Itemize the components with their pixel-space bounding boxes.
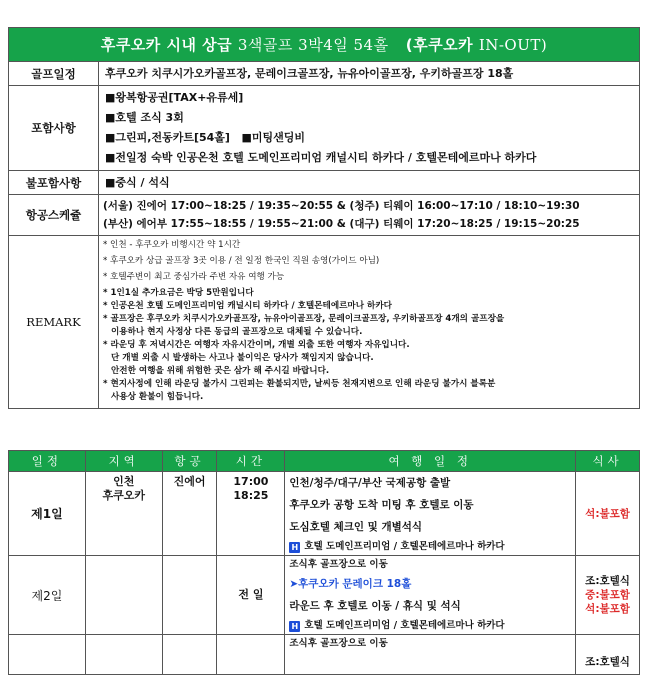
hotel-line [285, 538, 575, 555]
header-air: 항공 [162, 451, 217, 472]
meal-value: 중:불포함 [585, 589, 630, 601]
flight-line: (부산) 에어부 17:55~18:55 / 19:55~21:00 & (대구) 티웨이 17:20~18:25 / 19:15~20:25 [103, 218, 580, 230]
schedule-row-day3 [9, 635, 640, 675]
excluded-label: 불포함사항 [9, 171, 99, 195]
header-itinerary: 여 행 일 정 [285, 451, 576, 472]
itinerary-line: 조식후 골프장으로 이동 [289, 559, 388, 570]
title-part1: 후쿠오카 시내 상급 [100, 36, 233, 54]
airline-cell [162, 635, 217, 675]
hotel-name: 호텔 도메인프리미엄 / 호텔몬테에르마나 하카다 [304, 541, 505, 552]
remark-item: 이용하나 현지 사정상 다른 동급의 골프장으로 대체될 수 있습니다. [111, 327, 363, 337]
included-item: ■호텔 조식 3회 [105, 111, 184, 124]
hotel-icon: H [289, 621, 300, 632]
remark-item: 안전한 여행을 위해 위험한 곳은 삼가 해 주시길 바랍니다. [111, 366, 330, 376]
region-cell [85, 472, 162, 556]
remark-item: * 인공온천 호텔 도메인프리미엄 캐널시티 하카다 / 호텔몬테에르마나 하카다 [103, 301, 392, 311]
itinerary-line: 후쿠오카 공항 도착 미팅 후 호텔로 이동 [289, 499, 474, 511]
day-label [9, 635, 86, 675]
region-cell [85, 556, 162, 635]
meal-value: 조:호텔식 [585, 575, 630, 587]
time-value: 18:25 [233, 489, 269, 502]
tour-title-banner [9, 28, 640, 62]
flights-label: 항공스케쥴 [9, 195, 99, 236]
included-item: ■미팅샌딩비 [241, 131, 305, 144]
region-name: 후쿠오카 [102, 489, 145, 502]
meal-value: 석:불포함 [585, 507, 630, 520]
included-label: 포함사항 [9, 86, 99, 171]
meal-cell [576, 556, 640, 635]
schedule-row-day1 [9, 472, 640, 556]
itinerary-line: 라운드 후 호텔로 이동 / 휴식 및 석식 [289, 600, 461, 612]
remark-label: REMARK [9, 236, 99, 409]
airline-cell [162, 556, 217, 635]
meal-value: 조:호텔식 [585, 655, 630, 668]
time-value: 전 일 [238, 588, 264, 601]
time-value: 17:00 [233, 475, 269, 488]
meal-cell [576, 472, 640, 556]
region-name: 인천 [113, 475, 135, 488]
itinerary-line: 인천/청주/대구/부산 국제공항 출발 [289, 477, 451, 489]
itinerary-cell [285, 472, 576, 556]
itinerary-golf-course: ➤후쿠오카 문레이크 18홀 [289, 578, 412, 590]
hotel-line [285, 617, 575, 634]
itinerary-line: 도심호텔 체크인 및 개별석식 [289, 521, 423, 533]
remark-item: * 1인1실 추가요금은 박당 5만원입니다 [103, 288, 254, 298]
time-cell [217, 556, 285, 635]
region-cell [85, 635, 162, 675]
remark-item: * 라운딩 후 저녁시간은 여행자 자유시간이며, 개별 외출 또한 여행자 자유입니다. [103, 340, 410, 350]
remark-item: * 인천 - 후쿠오카 비행시간 약 1시간 [103, 240, 241, 250]
header-region: 지역 [85, 451, 162, 472]
included-value [99, 86, 640, 171]
remark-item: * 후쿠오카 상급 골프장 3곳 이용 / 전 일정 한국인 직원 송영(가이드 아님) [103, 256, 380, 266]
day-label: 제2일 [9, 556, 86, 635]
schedule-table [8, 450, 640, 675]
included-item-row [105, 128, 633, 148]
hotel-icon: H [289, 542, 300, 553]
included-item: ■전일정 숙박 인공온천 호텔 도메인프리미엄 캐널시티 하카다 / 호텔몬테에르마나 하카다 [105, 151, 537, 164]
tour-info-table [8, 27, 640, 409]
remark-item: 단 개별 외출 시 발생하는 사고나 불이익은 당사가 책임지지 않습니다. [111, 353, 374, 363]
header-day: 일정 [9, 451, 86, 472]
remark-item: 사용상 환불이 힘듭니다. [111, 392, 204, 402]
meal-value: 석:불포함 [585, 603, 630, 615]
meal-cell [576, 635, 640, 675]
time-cell [217, 472, 285, 556]
golf-label: 골프일정 [9, 62, 99, 86]
header-meal: 식사 [576, 451, 640, 472]
included-item: ■왕복항공권[TAX+유류세] [105, 91, 244, 104]
time-cell [217, 635, 285, 675]
schedule-row-day2 [9, 556, 640, 635]
remark-list [99, 236, 640, 409]
remark-item: * 현지사정에 인해 라운딩 불가시 그린피는 환불되지만, 날씨등 천재지변으로 인해 라운딩 불가시 블록분 [103, 379, 496, 389]
title-part3: (후쿠오카 [405, 36, 474, 54]
flight-line: (서울) 진에어 17:00~18:25 / 19:35~20:55 & (청주) 티웨이 16:00~17:10 / 18:10~19:30 [103, 200, 580, 212]
title-part2: 3색골프 3박4일 54홀 [237, 36, 389, 54]
hotel-name: 호텔 도메인프리미엄 / 호텔몬테에르마나 하카다 [304, 620, 505, 631]
excluded-value: ■중식 / 석식 [99, 171, 640, 195]
day-label: 제1일 [9, 472, 86, 556]
remark-item: * 호텔주변이 최고 중심가라 주변 자유 여행 가능 [103, 272, 285, 282]
flights-value [99, 195, 640, 236]
airline-cell: 진에어 [162, 472, 217, 556]
itinerary-line: 조식후 골프장으로 이동 [289, 638, 388, 649]
golf-value: 후쿠오카 치쿠시가오카골프장, 문레이크골프장, 뉴유아이골프장, 우키하골프장 18홀 [99, 62, 640, 86]
itinerary-cell [285, 635, 576, 675]
header-time: 시간 [217, 451, 285, 472]
remark-item: * 골프장은 후쿠오카 치쿠시가오카골프장, 뉴유아이골프장, 문레이크골프장, 우키하골프장 4개의 골프장을 [103, 314, 505, 324]
itinerary-cell [285, 556, 576, 635]
included-item: ■그린피,전동카트[54홀] [105, 131, 230, 144]
title-part4: IN-OUT) [478, 36, 548, 54]
